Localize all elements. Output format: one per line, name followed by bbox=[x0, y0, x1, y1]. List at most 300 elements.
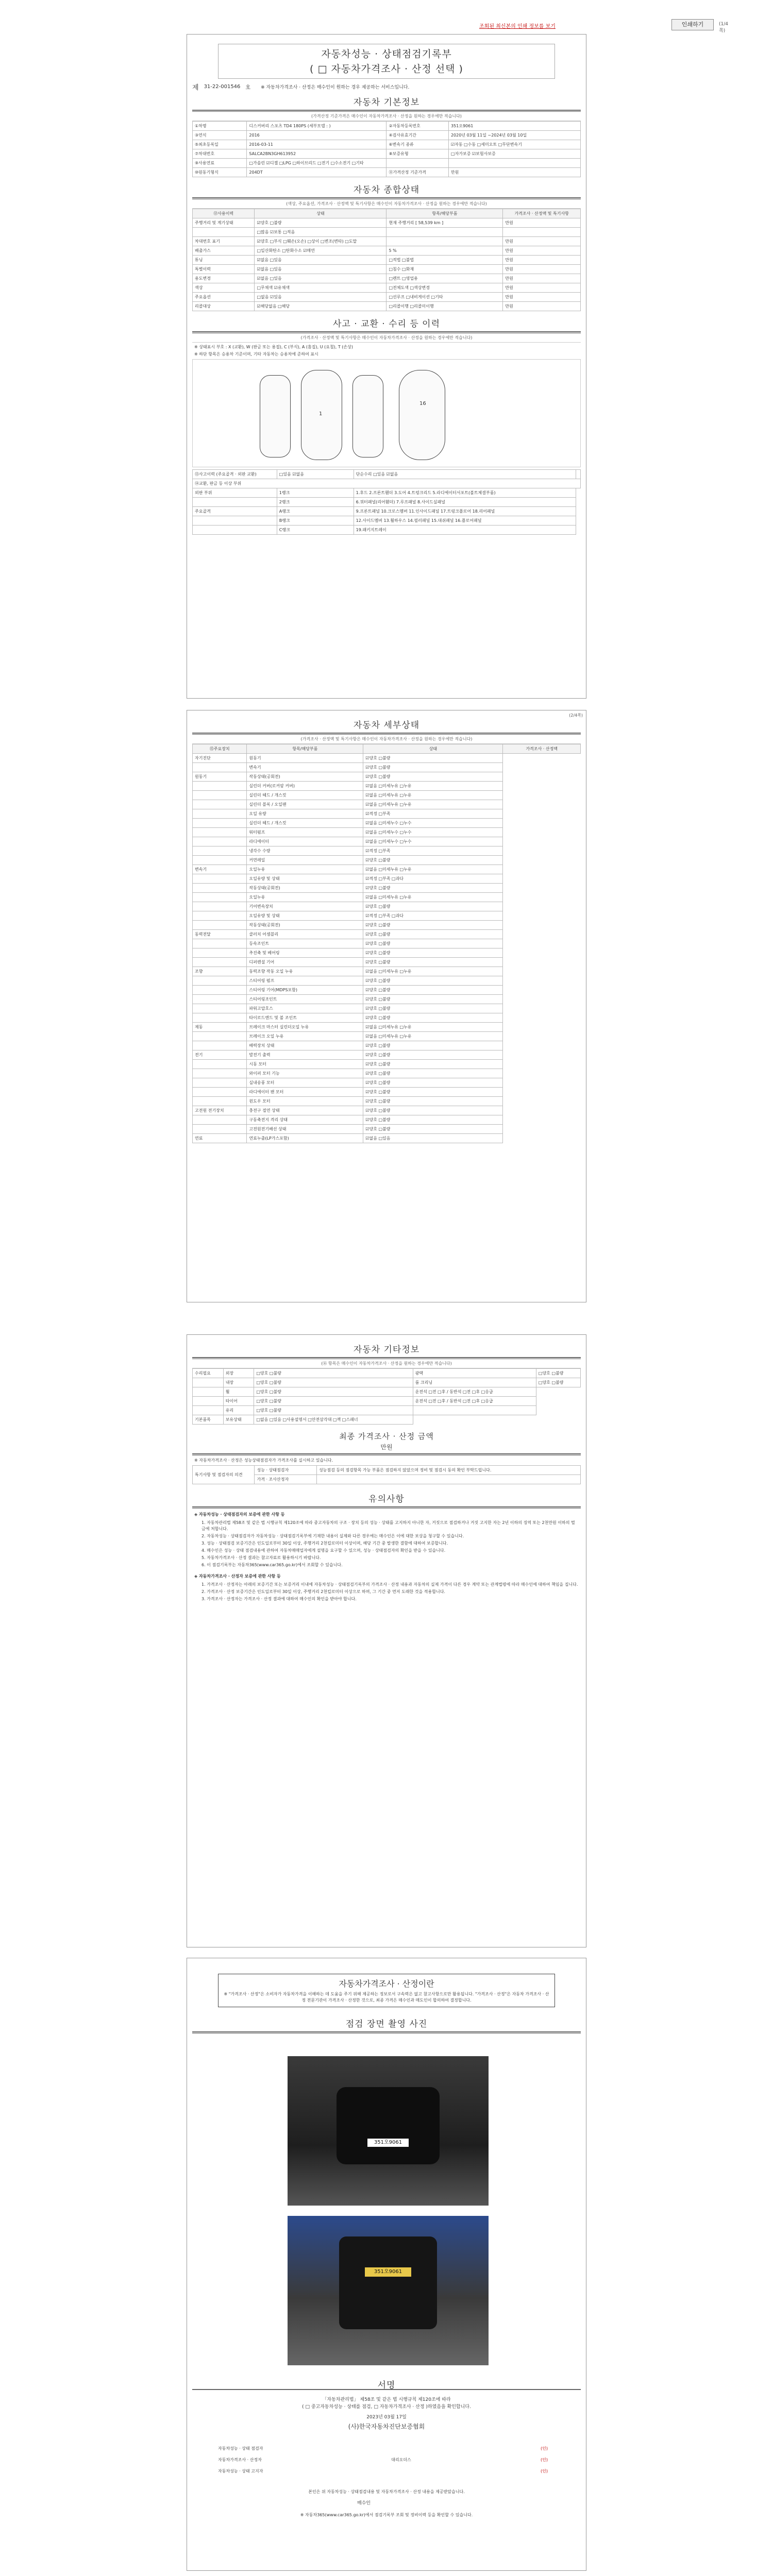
etc-row-cell: 유리 bbox=[223, 1406, 254, 1415]
detail-row-cell: ☑양호 □불량 bbox=[363, 939, 503, 948]
detail-row-cell: ☑양호 □불량 bbox=[363, 958, 503, 967]
detail-row-cell bbox=[193, 800, 247, 809]
detail-row bbox=[193, 1134, 581, 1143]
overall-row-cell: ☑없음 □있음 bbox=[255, 256, 386, 265]
detail-row-cell bbox=[193, 939, 247, 948]
detail-row bbox=[193, 1023, 581, 1032]
part-number: 1 bbox=[319, 411, 323, 417]
basic-row-cell: 2016-03-11 bbox=[247, 140, 386, 149]
top-toolbar bbox=[474, 19, 728, 33]
detail-row-cell: 고전원전기배선 상태 bbox=[247, 1125, 363, 1134]
detail-row-cell: 오일누유 bbox=[247, 865, 363, 874]
detail-row bbox=[193, 1004, 581, 1013]
detail-row-cell: ☑양호 □불량 bbox=[363, 902, 503, 911]
detail-row-cell: ☑양호 □불량 bbox=[363, 1088, 503, 1097]
detail-row-cell: 추진축 및 베어링 bbox=[247, 948, 363, 958]
page-2 bbox=[187, 710, 586, 1302]
price-section-title: 최종 가격조사 · 산정 금액 bbox=[339, 1432, 434, 1441]
overall-row-cell: ☑해당없음 □해당 bbox=[255, 302, 386, 311]
detail-row-cell: 실린더 커버(로커암 커버) bbox=[247, 782, 363, 791]
detail-row-cell: ☑없음 □미세누유 □누유 bbox=[363, 1023, 503, 1032]
overall-row-cell: 만원 bbox=[503, 293, 581, 302]
detail-row-cell bbox=[193, 976, 247, 986]
detail-row bbox=[193, 911, 581, 921]
column-header: 상태 bbox=[363, 744, 503, 754]
basic-row bbox=[193, 168, 581, 177]
etc-row-cell: 타이어 bbox=[223, 1397, 254, 1406]
etc-row bbox=[193, 1415, 581, 1425]
detail-row bbox=[193, 846, 581, 856]
detail-row-cell: 냉각수 수량 bbox=[247, 846, 363, 856]
detail-row-cell: 오일유량 및 상태 bbox=[247, 911, 363, 921]
overall-row-cell: □침수 □화재 bbox=[386, 265, 503, 274]
column-header: 항목/해당부품 bbox=[247, 744, 363, 754]
detail-row bbox=[193, 884, 581, 893]
column-header: 가격조사 · 산정액 bbox=[503, 744, 581, 754]
detail-row bbox=[193, 948, 581, 958]
overall-row-cell bbox=[386, 237, 503, 246]
etc-row bbox=[193, 1387, 581, 1397]
detail-row-cell bbox=[193, 986, 247, 995]
basic-row-cell: SALCA2BN3GH613952 bbox=[247, 149, 386, 159]
etc-row-cell bbox=[193, 1397, 224, 1406]
basic-row-cell: 만원 bbox=[448, 168, 580, 177]
overall-row-cell: 색상 bbox=[193, 283, 255, 293]
accident-history-label: ⑬사고이력 (주요골격 · 외판 교환) bbox=[193, 470, 277, 479]
detail-row-cell: 작동상태(공회전) bbox=[247, 884, 363, 893]
detail-row-cell bbox=[193, 921, 247, 930]
accident-section-title: 사고 · 교환 · 수리 등 이력 bbox=[332, 319, 441, 329]
license-plate: 351오9061 bbox=[365, 2267, 411, 2277]
document-header bbox=[218, 44, 555, 79]
car-rear-shape bbox=[339, 2236, 437, 2329]
detail-row-cell: 조향 bbox=[193, 967, 247, 976]
seal-mark: (인) bbox=[541, 2468, 548, 2473]
sign-org: (사)한국자동차진단보증협회 bbox=[348, 2423, 425, 2430]
etc-row bbox=[193, 1406, 581, 1415]
basic-row-cell: ④검사유효기간 bbox=[386, 131, 448, 140]
doc-number-row bbox=[192, 82, 581, 92]
detail-row-cell bbox=[193, 1097, 247, 1106]
detail-row-cell: 라디에이터 bbox=[247, 837, 363, 846]
detail-row-cell: ☑없음 □미세누유 □누유 bbox=[363, 800, 503, 809]
signature-rows bbox=[218, 2443, 548, 2477]
overall-row-cell: 만원 bbox=[503, 218, 581, 228]
detail-row-cell: ☑양호 □불량 bbox=[363, 763, 503, 772]
intro-box bbox=[218, 1974, 555, 2007]
print-button[interactable]: 인쇄하기 bbox=[671, 19, 714, 30]
overall-row bbox=[193, 283, 581, 293]
photo-section-title: 점검 장면 촬영 사진 bbox=[345, 2019, 428, 2029]
basic-row bbox=[193, 131, 581, 140]
accident-row bbox=[193, 488, 581, 498]
detail-row bbox=[193, 1078, 581, 1088]
front-photo bbox=[288, 2056, 489, 2206]
detail-row-cell bbox=[193, 856, 247, 865]
overall-row-cell: 튜닝 bbox=[193, 256, 255, 265]
etc-row-cell: □양호 □불량 bbox=[536, 1378, 580, 1387]
accident-row-cell: 6.쿼터패널(리어휀더) 7.루프패널 8.사이드실패널 bbox=[354, 498, 576, 507]
detail-row bbox=[193, 939, 581, 948]
column-header: 상태 bbox=[255, 209, 386, 218]
notice-item: 1. 자동차관리법 제58조 및 같은 법 시행규칙 제120조에 따라 중고자동차의 구조 · 장치 등의 성능 · 상태를 고지하지 아니한 자, 거짓으로 점검하거나 거짓 고지한 자는 2년 이하의 징역 또는 2천만원 이하의 벌금에 처합니다. bbox=[201, 1520, 575, 1531]
basic-row bbox=[193, 140, 581, 149]
detail-row-cell: 동력조향 작동 오일 누유 bbox=[247, 967, 363, 976]
etc-row-cell bbox=[193, 1387, 224, 1397]
footer-note: ※ 자동차365(www.car365.go.kr)에서 점검기록부 조회 및 정비이력 등을 확인할 수 있습니다. bbox=[300, 2513, 473, 2517]
detail-row-cell: 오일유량 및 상태 bbox=[247, 874, 363, 884]
overall-row-cell: 차대번호 표기 bbox=[193, 237, 255, 246]
detail-row-cell: ☑양호 □불량 bbox=[363, 930, 503, 939]
detail-row-cell: 실린더 헤드 / 개스킷 bbox=[247, 791, 363, 800]
detail-table bbox=[192, 744, 581, 1143]
detail-row-cell bbox=[193, 819, 247, 828]
detail-row-cell bbox=[193, 1078, 247, 1088]
detail-row-cell: ☑양호 □불량 bbox=[363, 948, 503, 958]
notice-heading-2: ◈ 자동차가격조사 · 산정자 보증에 관한 사항 등 bbox=[194, 1574, 281, 1579]
notice-heading-1: ◈ 자동차성능 · 상태점검자의 보증에 관한 사항 등 bbox=[194, 1512, 285, 1517]
appraiser-remarks bbox=[316, 1475, 580, 1484]
remarks-label: 특기사항 및 점검자의 의견 bbox=[193, 1466, 255, 1484]
basic-row-cell: ⑦차대번호 bbox=[193, 149, 247, 159]
detail-row-cell: ☑양호 □불량 bbox=[363, 1060, 503, 1069]
detail-row-cell bbox=[193, 911, 247, 921]
detail-row-cell bbox=[193, 837, 247, 846]
overall-row-cell: □리콜이행 □리콜미이행 bbox=[386, 302, 503, 311]
basic-row-cell: ⑧보증유형 bbox=[386, 149, 448, 159]
notice-block bbox=[194, 1512, 579, 1602]
detail-row-cell: ☑없음 □미세누유 □누유 bbox=[363, 865, 503, 874]
overall-row bbox=[193, 256, 581, 265]
accident-row bbox=[193, 507, 581, 516]
basic-row-cell: □가솔린 ☑디젤 □LPG □하이브리드 □전기 □수소전기 □기타 bbox=[247, 159, 386, 168]
license-plate: 351오9061 bbox=[367, 2139, 409, 2147]
detail-row-cell: 원동기 bbox=[193, 772, 247, 782]
overall-row-cell: 만원 bbox=[503, 256, 581, 265]
notice-item: 5. 자동차가격조사 · 산정 결과는 참고자료로 활용하시기 바랍니다. bbox=[201, 1555, 321, 1560]
detail-row-cell bbox=[193, 948, 247, 958]
detail-row bbox=[193, 856, 581, 865]
overall-row-cell: 특별이력 bbox=[193, 265, 255, 274]
detail-section-title: 자동차 세부상태 bbox=[353, 720, 420, 731]
detail-row-cell: 구동축전지 격리 상태 bbox=[247, 1115, 363, 1125]
page-1 bbox=[187, 34, 586, 699]
detail-row-cell: 연료누출(LP가스포함) bbox=[247, 1134, 363, 1143]
overall-row-cell: 만원 bbox=[503, 274, 581, 283]
accident-row-cell bbox=[193, 498, 277, 507]
detail-row-cell bbox=[193, 791, 247, 800]
basic-row-cell: ②자동차등록번호 bbox=[386, 122, 448, 131]
detail-row bbox=[193, 819, 581, 828]
document-title: 자동차성능 · 상태점검기록부 bbox=[321, 48, 452, 60]
basic-info-table bbox=[192, 121, 581, 177]
overall-row-cell: □무채색 ☑유채색 bbox=[255, 283, 386, 293]
page-3 bbox=[187, 1334, 586, 1947]
etc-row-cell bbox=[413, 1406, 536, 1415]
detail-row bbox=[193, 995, 581, 1004]
etc-row-cell: □양호 □불량 bbox=[254, 1397, 413, 1406]
legend-line: ※ 상태표시 부호 : X (교환), W (판금 또는 용접), C (부식), A (흠집), U (요철), T (손상) bbox=[194, 345, 354, 349]
detail-row-cell: 파워고압호스 bbox=[247, 1004, 363, 1013]
basic-row-cell bbox=[386, 159, 448, 168]
detail-row-cell: ☑양호 □불량 bbox=[363, 1013, 503, 1023]
overall-row-cell: 배출가스 bbox=[193, 246, 255, 256]
detail-row-cell: 클러치 어셈블리 bbox=[247, 930, 363, 939]
detail-row bbox=[193, 1013, 581, 1023]
legend-line-2: ※ 하단 항목은 승용차 기준이며, 기타 자동차는 승용차에 준하여 표시 bbox=[194, 352, 318, 357]
detail-row bbox=[193, 986, 581, 995]
overall-row bbox=[193, 302, 581, 311]
detail-row-cell: ☑양호 □불량 bbox=[363, 1004, 503, 1013]
detail-row-cell bbox=[193, 1088, 247, 1097]
detail-row-cell: 스티어링 펌프 bbox=[247, 976, 363, 986]
basic-row-cell: ⑪가격산정 기준가격 bbox=[386, 168, 448, 177]
detail-row-cell bbox=[193, 1060, 247, 1069]
etc-row-cell: 룸 크리닝 bbox=[413, 1378, 536, 1387]
inspector-label: 성능 · 상태점검자 bbox=[255, 1466, 316, 1475]
price-unit: 만원 bbox=[380, 1444, 393, 1451]
overall-row-cell: 리콜대상 bbox=[193, 302, 255, 311]
accident-note: (가격조사 · 산정액 및 특기사항은 매수인이 자동차가격조사 · 산정을 원하는 경우에만 적습니다) bbox=[192, 333, 581, 343]
section-divider bbox=[192, 1453, 581, 1455]
detail-row-cell: 실내송풍 모터 bbox=[247, 1078, 363, 1088]
etc-row-cell: 외장 bbox=[223, 1369, 254, 1378]
detail-row-cell: ☑없음 □미세누수 □누수 bbox=[363, 837, 503, 846]
overall-row-cell bbox=[386, 228, 503, 237]
car-frame-view bbox=[399, 370, 445, 460]
detail-row-cell: ☑없음 □미세누유 □누유 bbox=[363, 791, 503, 800]
detail-row bbox=[193, 1032, 581, 1041]
overall-row-cell: ☑없음 □있음 bbox=[255, 265, 386, 274]
detail-row-cell: ☑없음 □미세누유 □누유 bbox=[363, 782, 503, 791]
detail-row-cell: ☑양호 □불량 bbox=[363, 1115, 503, 1125]
abnormal-parts-label: ⑭교환, 판금 등 이상 부위 bbox=[193, 479, 581, 488]
overall-row-cell: 현재 주행거리 [ 58,539 km ] bbox=[386, 218, 503, 228]
detail-row-cell: 제동 bbox=[193, 1023, 247, 1032]
detail-row-cell: 윈도우 모터 bbox=[247, 1097, 363, 1106]
basic-row-cell: ⑥변속기 종류 bbox=[386, 140, 448, 149]
detail-row-cell: ☑양호 □불량 bbox=[363, 1041, 503, 1050]
detail-row bbox=[193, 1041, 581, 1050]
receipt-statement: 본인은 위 자동차성능 · 상태점검내용 및 자동차가격조사 · 산정 내용을 제공받았습니다. bbox=[308, 2489, 465, 2494]
basic-note: (가격산정 기준가격은 매수인이 자동차가격조사 · 산정을 원하는 경우에만 적습니다) bbox=[192, 112, 581, 121]
detail-row-cell: 발전기 출력 bbox=[247, 1050, 363, 1060]
basic-row-cell: □자가보증 ☑보험사보증 bbox=[448, 149, 580, 159]
intro-text: ※ "가격조사 · 산정"은 소비자가 자동차가격을 이해하는 데 도움을 주기 위해 제공하는 정보로서 구속력은 없고 참고사항으로만 활용됩니다. "가격조사 · 산정"은 자동차 가격조사 · 산정 전문기관이 가격조사 · 산정한 것으로, 최종 가격은 매수인과 매도인이 합의하여 결정합니다. bbox=[224, 1992, 549, 2003]
detail-row-cell bbox=[193, 874, 247, 884]
detail-row bbox=[193, 1097, 581, 1106]
detail-row-cell bbox=[193, 1125, 247, 1134]
overall-table bbox=[192, 209, 581, 311]
detail-row-cell: ☑양호 □불량 bbox=[363, 1097, 503, 1106]
detail-row-cell bbox=[193, 1041, 247, 1050]
basic-row-cell bbox=[448, 159, 580, 168]
accident-row-cell: 주요골격 bbox=[193, 507, 277, 516]
overall-row-cell: ☑양호 □부식 □훼손(오손) □상이 □변조(변타) □도말 bbox=[255, 237, 386, 246]
detail-row-cell: ☑양호 □불량 bbox=[363, 1125, 503, 1134]
detail-row bbox=[193, 1088, 581, 1097]
overall-row-cell: □많음 ☑보통 □적음 bbox=[255, 228, 386, 237]
detail-row-cell bbox=[193, 995, 247, 1004]
accident-row-cell: B랭크 bbox=[277, 516, 354, 526]
inspector-remarks: 성능점검 등의 점검항목 가능 부품은 점검하지 않았으며 정비 및 점검시 동의 확인 부탁드립니다. bbox=[316, 1466, 580, 1475]
overall-row-cell: □없음 ☑있음 bbox=[255, 293, 386, 302]
detail-row-cell bbox=[193, 893, 247, 902]
overall-row-cell: □적법 □불법 bbox=[386, 256, 503, 265]
notice-item: 1. 가격조사 · 산정자는 아래의 보증기간 또는 보증거리 이내에 자동차성능 · 상태점검기록부의 가격조사 · 산정 내용과 자동차의 실제 가격이 다른 경우 계약 또는 관계법령에 따라 매수인에 대하여 책임을 집니다. bbox=[201, 1582, 578, 1587]
detail-row-cell: ☑양호 □불량 bbox=[363, 986, 503, 995]
detail-row bbox=[193, 865, 581, 874]
etc-row-cell bbox=[193, 1378, 224, 1387]
signer-role: 자동차성능 · 상태 점검자 bbox=[218, 2446, 263, 2451]
car-left-view bbox=[260, 375, 291, 457]
detail-row-cell: 충전구 절연 상태 bbox=[247, 1106, 363, 1115]
doc-no-suffix: 호 bbox=[245, 85, 251, 91]
etc-row-cell: □양호 □불량 bbox=[254, 1406, 413, 1415]
detail-row bbox=[193, 893, 581, 902]
overall-section-title: 자동차 종합상태 bbox=[353, 185, 420, 195]
notice-item: 2. 자동차성능 · 상태점검자가 자동차성능 · 상태점검기록부에 기재한 내용이 실제와 다른 경우에는 매수인은 이에 대한 보상을 청구할 수 있습니다. bbox=[201, 1534, 464, 1538]
accident-row-cell bbox=[193, 516, 277, 526]
sign-date: 2023년 03월 17일 bbox=[366, 2415, 407, 2420]
overall-row bbox=[193, 228, 581, 237]
detail-row-cell: 브레이크 오일 누유 bbox=[247, 1032, 363, 1041]
accident-row-cell: 외판 부위 bbox=[193, 488, 277, 498]
page-number: (1/4쪽) bbox=[719, 22, 728, 33]
detail-row-cell: ☑양호 □불량 bbox=[363, 1050, 503, 1060]
accident-row-cell: 1.후드 2.프론트휀더 3.도어 4.트렁크리드 5.라디에이터서포트(볼트체결부품) bbox=[354, 488, 576, 498]
sign-statement bbox=[187, 2396, 586, 2430]
overall-row-cell: 만원 bbox=[503, 302, 581, 311]
overall-note: (색상, 주요옵션, 가격조사 · 산정액 및 특기사항은 매수인이 자동차가격조사 · 산정을 원하는 경우에만 적습니다) bbox=[192, 199, 581, 209]
overall-row bbox=[193, 237, 581, 246]
etc-row-cell: □양호 □불량 bbox=[536, 1369, 580, 1378]
accident-row-cell: 2랭크 bbox=[277, 498, 354, 507]
basic-section-title: 자동차 기본정보 bbox=[353, 97, 420, 108]
overall-row-cell: 만원 bbox=[503, 246, 581, 256]
accident-row-cell bbox=[193, 526, 277, 535]
notice-item: 3. 성능 · 상태점검 보증기간은 인도일로부터 30일 이상, 주행거리 2천킬로미터 이상이며, 해당 기간 중 발생한 결함에 대하여 보증합니다. bbox=[201, 1541, 448, 1546]
overall-row bbox=[193, 274, 581, 283]
detail-row bbox=[193, 800, 581, 809]
detail-row-cell: ☑적정 □부족 bbox=[363, 846, 503, 856]
detail-row bbox=[193, 1050, 581, 1060]
section-divider bbox=[192, 1506, 581, 1509]
basic-row-cell: 2016 bbox=[247, 131, 386, 140]
detail-row bbox=[193, 976, 581, 986]
detail-row bbox=[193, 958, 581, 967]
price-table bbox=[192, 1465, 581, 1484]
detail-row-cell: ☑양호 □불량 bbox=[363, 1069, 503, 1078]
detail-row-cell: 원동기 bbox=[247, 754, 363, 763]
latest-print-link[interactable]: 조회된 최신본의 인쇄 정보를 보기 bbox=[479, 24, 556, 29]
etc-section-title: 자동차 기타정보 bbox=[353, 1345, 420, 1355]
detail-row-cell bbox=[193, 1115, 247, 1125]
detail-row bbox=[193, 874, 581, 884]
detail-row-cell: ☑양호 □불량 bbox=[363, 884, 503, 893]
sign-text-2: ( □ 중고자동차성능 · 상태를 점검, □ 자동차가격조사 · 산정 )하였음을 확인합니다. bbox=[302, 2404, 471, 2410]
etc-row-cell: 운전석 □전 □후 / 동반석 □전 □후 □응급 bbox=[413, 1387, 536, 1397]
page-4 bbox=[187, 1958, 586, 2571]
detail-row-cell: ☑없음 □미세누유 □누유 bbox=[363, 967, 503, 976]
detail-row bbox=[193, 1069, 581, 1078]
detail-row-cell: 자기진단 bbox=[193, 754, 247, 763]
detail-row-cell: ☑없음 □미세누수 □누수 bbox=[363, 828, 503, 837]
detail-row bbox=[193, 1060, 581, 1069]
detail-row bbox=[193, 930, 581, 939]
overall-row-cell: 만원 bbox=[503, 283, 581, 293]
detail-row-cell bbox=[193, 884, 247, 893]
signature-row bbox=[218, 2454, 548, 2465]
accident-row-cell: 9.프론트패널 10.크로스멤버 11.인사이드패널 17.트렁크플로어 18.리어패널 bbox=[354, 507, 576, 516]
detail-row bbox=[193, 754, 581, 763]
price-desc: ※ 자동차가격조사 · 산정은 성능상태점검자가 가격조사를 실시하고 있습니다. bbox=[194, 1458, 333, 1463]
detail-row bbox=[193, 902, 581, 911]
etc-row-cell: □양호 □불량 bbox=[254, 1387, 413, 1397]
overall-row bbox=[193, 293, 581, 302]
etc-row-cell: 보유상태 bbox=[223, 1415, 254, 1425]
detail-row-cell: ☑적정 □부족 □과다 bbox=[363, 874, 503, 884]
detail-row-cell: ☑양호 □불량 bbox=[363, 1106, 503, 1115]
detail-row bbox=[193, 1125, 581, 1134]
detail-row-cell: 스티어링조인트 bbox=[247, 995, 363, 1004]
buyer-label: 매수인 bbox=[357, 2501, 371, 2506]
detail-row-cell: 타이로드엔드 및 볼 조인트 bbox=[247, 1013, 363, 1023]
sign-text-1: 「자동차관리법」 제58조 및 같은 법 시행규칙 제120조에 따라 bbox=[322, 2397, 451, 2402]
detail-row-cell: ☑없음 □미세누유 □누유 bbox=[363, 893, 503, 902]
detail-row-cell: 연료 bbox=[193, 1134, 247, 1143]
accident-table bbox=[192, 469, 581, 535]
column-header: 항목/해당부품 bbox=[386, 209, 503, 218]
accident-price bbox=[576, 470, 581, 479]
detail-row-cell: 시동 모터 bbox=[247, 1060, 363, 1069]
detail-row-cell: 오일누유 bbox=[247, 893, 363, 902]
detail-row-cell: ☑없음 □미세누유 □누유 bbox=[363, 1032, 503, 1041]
accident-row-cell: C랭크 bbox=[277, 526, 354, 535]
etc-row-cell: 기본품목 bbox=[193, 1415, 224, 1425]
detail-row-cell bbox=[193, 809, 247, 819]
etc-row-cell: □양호 □불량 bbox=[254, 1369, 413, 1378]
detail-row bbox=[193, 837, 581, 846]
column-header: ⑫사용이력 bbox=[193, 209, 255, 218]
etc-row bbox=[193, 1378, 581, 1387]
detail-row-cell: 브레이크 마스터 실린더오일 누유 bbox=[247, 1023, 363, 1032]
etc-row bbox=[193, 1397, 581, 1406]
etc-note: (⑯ 항목은 매수인이 자동차가격조사 · 산정을 원하는 경우에만 적습니다) bbox=[192, 1359, 581, 1368]
accident-row bbox=[193, 526, 581, 535]
car-right-view bbox=[352, 375, 383, 457]
notice-item: 2. 가격조사 · 산정 보증기간은 인도일로부터 30일 이상, 주행거리 2천킬로미터 이상으로 하며, 그 기간 중 먼저 도래한 것을 적용합니다. bbox=[201, 1589, 445, 1594]
section-divider bbox=[192, 2031, 581, 2033]
section-divider bbox=[192, 2389, 581, 2390]
detail-row bbox=[193, 1115, 581, 1125]
overall-row bbox=[193, 265, 581, 274]
notice-item: 4. 매수인은 성능 · 상태 점검내용에 관하여 자동차매매업자에게 설명을 요구할 수 있으며, 성능 · 상태점검자의 확인을 받을 수 있습니다. bbox=[201, 1548, 446, 1553]
detail-row-cell: ☑양호 □불량 bbox=[363, 754, 503, 763]
intro-title: 자동차가격조사 · 산정이란 bbox=[339, 1979, 434, 1989]
detail-row-cell: 실린더 블록 / 오일팬 bbox=[247, 800, 363, 809]
doc-no-label: 제 bbox=[192, 84, 199, 92]
detail-row bbox=[193, 772, 581, 782]
detail-row-cell: 디퍼렌셜 기어 bbox=[247, 958, 363, 967]
car-diagram bbox=[192, 359, 581, 467]
overall-row bbox=[193, 218, 581, 228]
part-number: 16 bbox=[419, 401, 426, 406]
detail-row-cell: 전기 bbox=[193, 1050, 247, 1060]
etc-row-cell: □없음 □있음 □사용설명서 □안전삼각대 □잭 □스패너 bbox=[254, 1415, 413, 1425]
page-number: (2/4쪽) bbox=[569, 713, 583, 718]
etc-table bbox=[192, 1368, 581, 1425]
